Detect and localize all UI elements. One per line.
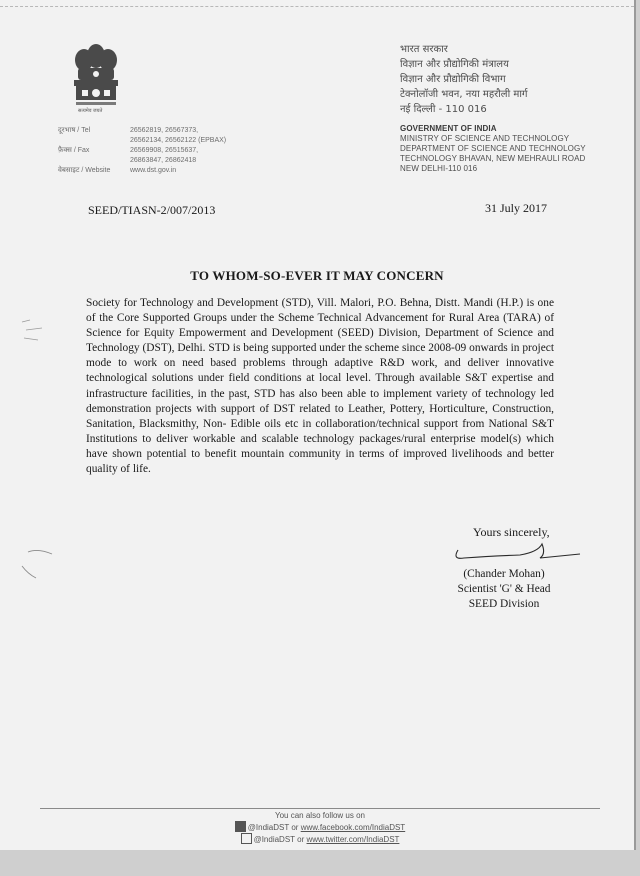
- footer: [0, 810, 640, 845]
- contact-label: वेबसाइट / Website: [58, 167, 111, 174]
- facebook-icon: [235, 821, 246, 832]
- follow-text: You can also follow us on: [275, 811, 365, 820]
- hindi-address: [400, 42, 528, 117]
- reference-number: SEED/TIASN-2/007/2013: [88, 203, 216, 217]
- hindi-line: भारत सरकार: [400, 44, 448, 55]
- footer-divider: [40, 808, 600, 809]
- top-scan-line: [0, 6, 634, 8]
- twitter-link[interactable]: www.twitter.com/IndiaDST: [306, 835, 400, 844]
- signatory-title: Scientist 'G' & Head: [457, 583, 551, 595]
- hindi-line: विज्ञान और प्रौद्योगिकी मंत्रालय: [400, 59, 509, 70]
- signatory-division: SEED Division: [468, 598, 540, 610]
- contact-label: फ़ैक्स / Fax: [58, 147, 90, 154]
- signature: [450, 536, 590, 566]
- contact-label: दूरभाष / Tel: [58, 127, 91, 134]
- english-line: TECHNOLOGY BHAVAN, NEW MEHRAULI ROAD: [400, 154, 586, 163]
- letter-heading: TO WHOM-SO-EVER IT MAY CONCERN: [190, 268, 444, 283]
- hindi-line: विज्ञान और प्रौद्योगिकी विभाग: [400, 74, 506, 85]
- or-text: or: [291, 823, 299, 832]
- contact-value: www.dst.gov.in: [130, 167, 177, 174]
- letter-body: Society for Technology and Development (STD), Vill. Malori, P.O. Behna, Distt. Mandi (H.P.) is one of the Core Supported Groups under the Scheme Technical Advancement for Rural Area (TARA) of Science for Equity Empowerment and Development (SEED) Division, Department of Science and Technology (DST), Delhi. STD is being supported under the scheme since 2008-09 onwards in project mode to work on need based problems through adaptive R&D work, and deliver innovative technological solutions under field conditions at local level. Through available S&T expertise and infrastructure facilities, in the past, STD has also been able to implement variety of technology led demonstration projects with support of DST related to Leather, Pottery, Horticulture, Construction, Sanitation, Blacksmithy, Non- Edible oils etc in collaboration/technical support from National S&T Institutions to deliver workable and scalable technology packages/rural enterprise model(s) which have shown potential to benefit mountain community in terms of improved livelihoods and better quality of life.: [86, 297, 554, 476]
- twitter-icon: [241, 833, 252, 844]
- english-line: MINISTRY OF SCIENCE AND TECHNOLOGY: [400, 134, 570, 143]
- contact-value: 26863847, 26862418: [130, 157, 197, 164]
- contact-value: 26562134, 26562122 (EPBAX): [130, 137, 227, 144]
- english-address: [400, 124, 586, 174]
- letter-date: 31 July 2017: [485, 201, 548, 215]
- facebook-line: [0, 821, 640, 833]
- closing-line: Yours sincerely,: [473, 525, 550, 539]
- scan-mark: [20, 318, 60, 344]
- hindi-line: नई दिल्ली - 110 016: [400, 104, 487, 115]
- or-text: or: [297, 835, 305, 844]
- signatory-block: [450, 567, 558, 612]
- english-line: DEPARTMENT OF SCIENCE AND TECHNOLOGY: [400, 144, 586, 153]
- facebook-link[interactable]: www.facebook.com/IndiaDST: [300, 823, 406, 832]
- twitter-line: [0, 833, 640, 845]
- scan-mark: [18, 548, 68, 588]
- contact-value: 26569908, 26515637,: [130, 147, 199, 154]
- hindi-line: टेक्नोलॉजी भवन, नया महरौली मार्ग: [400, 89, 528, 100]
- english-line: GOVERNMENT OF INDIA: [400, 124, 497, 133]
- signatory-name: (Chander Mohan): [463, 568, 545, 580]
- facebook-handle: @IndiaDST: [247, 823, 290, 832]
- national-emblem-icon: [64, 38, 128, 118]
- emblem-caption: सत्यमेव जयते: [78, 108, 103, 114]
- twitter-handle: @IndiaDST: [253, 835, 295, 844]
- contact-value: 26562819, 26567373,: [130, 127, 199, 134]
- english-line: NEW DELHI-110 016: [400, 164, 478, 173]
